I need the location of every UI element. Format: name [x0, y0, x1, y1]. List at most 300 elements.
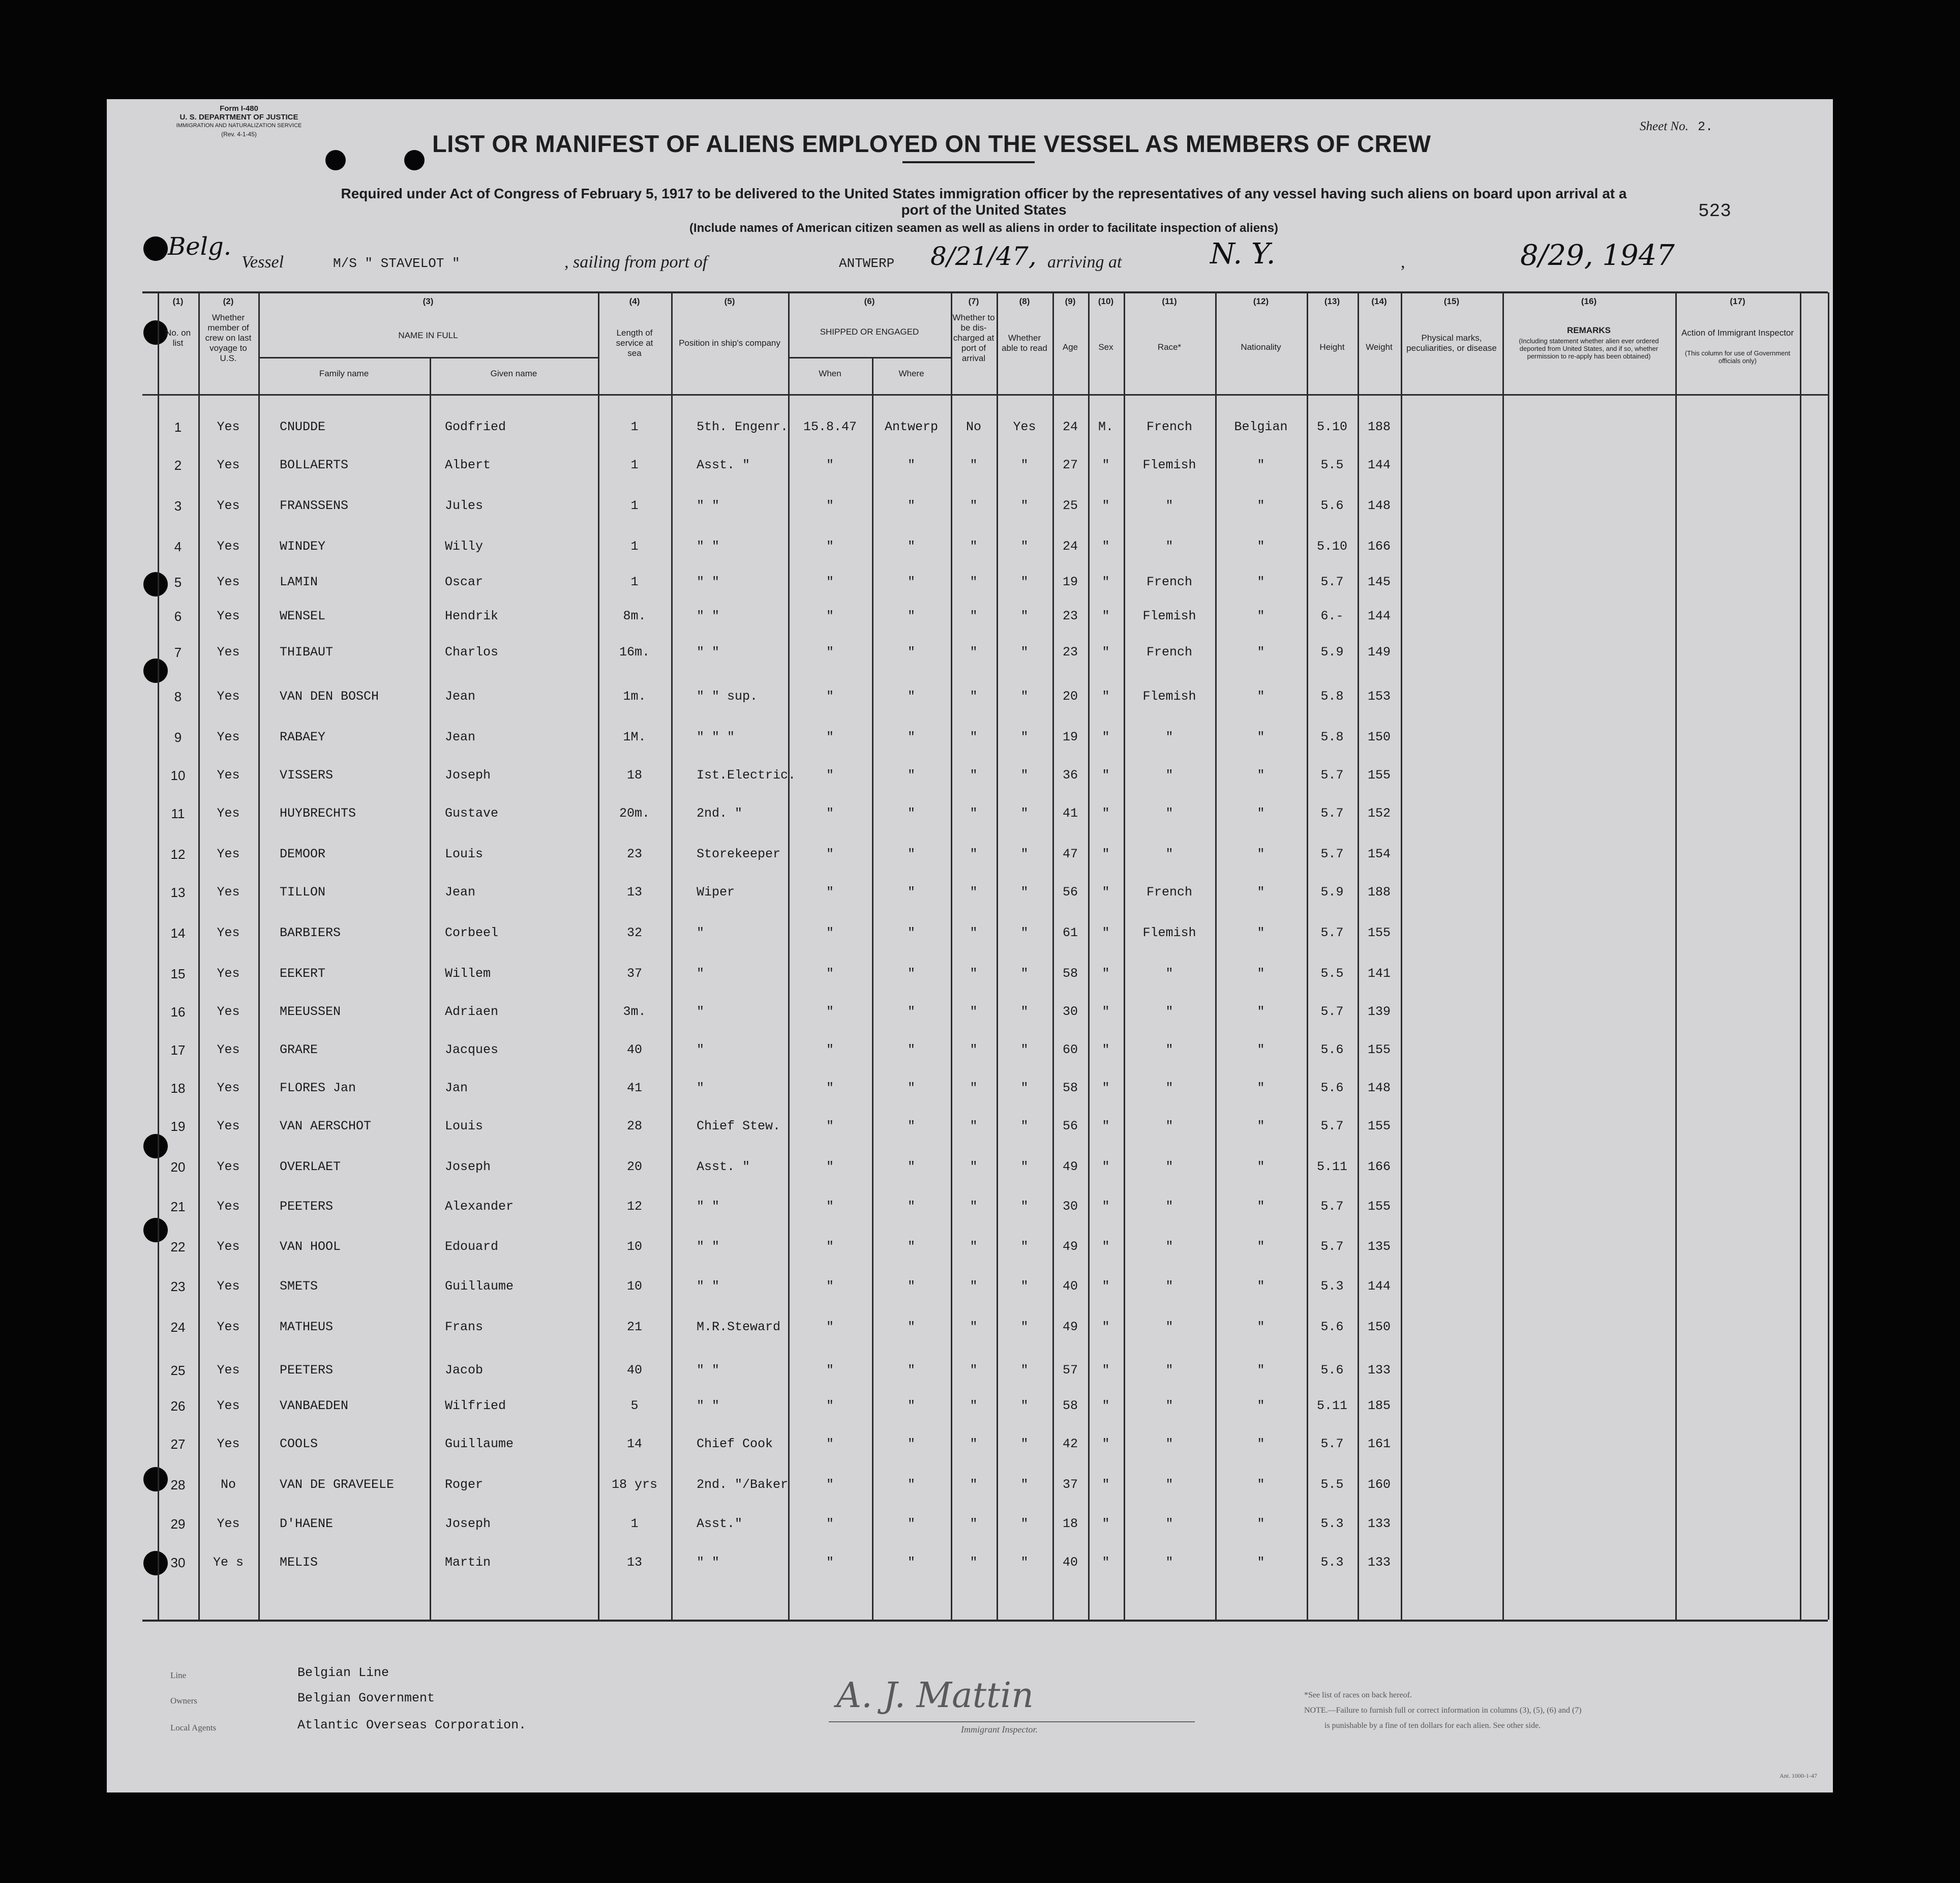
given-name-cell: Frans — [445, 1320, 484, 1334]
service-cell: 41 — [626, 1081, 642, 1095]
sex-cell: " — [1102, 1516, 1110, 1531]
sex-cell: " — [1102, 575, 1110, 589]
family-name-cell: SMETS — [280, 1279, 318, 1294]
shipped-where-cell: " — [907, 768, 915, 783]
sex-cell: " — [1102, 1199, 1110, 1214]
header-age: Age — [1062, 342, 1078, 352]
race-cell: " — [1165, 1159, 1173, 1174]
position-cell: " " — [697, 539, 720, 554]
weight-cell: 188 — [1367, 885, 1391, 900]
nationality-cell: " — [1257, 1437, 1265, 1451]
given-name-cell: Jacques — [445, 1042, 499, 1057]
age-cell: 30 — [1062, 1199, 1078, 1214]
weight-cell: 148 — [1367, 1081, 1391, 1095]
given-name-cell: Willem — [445, 966, 491, 981]
discharged-cell: " — [970, 1239, 978, 1254]
height-cell: 5.5 — [1320, 966, 1344, 981]
binder-hole — [325, 150, 346, 170]
shipped-where-cell: " — [907, 1119, 915, 1133]
nationality-cell: " — [1257, 575, 1265, 589]
able-to-read-cell: " — [1020, 966, 1029, 981]
shipped-when-cell: " — [826, 1320, 834, 1334]
service-cell: 13 — [626, 885, 642, 900]
weight-cell: 133 — [1367, 1516, 1391, 1531]
signature-line — [829, 1721, 1195, 1722]
nationality-cell: " — [1257, 1279, 1265, 1294]
able-to-read-cell: Yes — [1013, 420, 1036, 434]
family-name-cell: VANBAEDEN — [280, 1398, 349, 1413]
given-name-cell: Adriaen — [445, 1004, 499, 1019]
colnum-11: (11) — [1162, 296, 1177, 306]
header-given-name: Given name — [490, 369, 537, 378]
service-cell: 20 — [626, 1159, 642, 1174]
given-name-cell: Hendrik — [445, 609, 499, 623]
discharged-cell: " — [970, 1437, 978, 1451]
discharged-cell: " — [970, 925, 978, 940]
prev-voyage-cell: Yes — [217, 1004, 240, 1019]
service-cell: 18 — [626, 768, 642, 783]
age-cell: 49 — [1062, 1239, 1078, 1254]
nationality-cell: " — [1257, 885, 1265, 900]
weight-cell: 188 — [1367, 420, 1391, 434]
shipped-where-cell: " — [907, 885, 915, 900]
form-revision: (Rev. 4-1-45) — [221, 131, 257, 138]
prev-voyage-cell: Yes — [217, 730, 240, 744]
sex-cell: " — [1102, 1555, 1110, 1570]
colnum-8: (8) — [1019, 296, 1030, 306]
prev-voyage-cell: Yes — [217, 847, 240, 861]
shipped-where-cell: " — [907, 498, 915, 513]
position-cell: 5th. Engenr. — [697, 420, 789, 434]
family-name-cell: BOLLAERTS — [280, 458, 349, 472]
colnum-1: (1) — [172, 296, 184, 306]
nationality-cell: " — [1257, 1239, 1265, 1254]
weight-cell: 144 — [1367, 609, 1391, 623]
shipped-when-cell: " — [826, 539, 834, 554]
shipped-when-cell: " — [826, 1004, 834, 1019]
nationality-cell: " — [1257, 806, 1265, 821]
given-name-cell: Roger — [445, 1477, 484, 1492]
form-code: Ant. 1000-1-47 — [1780, 1772, 1817, 1779]
table-row — [107, 599, 1833, 637]
colnum-13: (13) — [1324, 296, 1340, 306]
colnum-3: (3) — [423, 296, 434, 306]
given-name-cell: Jean — [445, 885, 476, 900]
given-name-cell: Joseph — [445, 1516, 491, 1531]
service-cell: 5 — [630, 1398, 639, 1413]
table-row — [107, 1353, 1833, 1391]
nationality-cell: " — [1257, 768, 1265, 783]
age-cell: 56 — [1062, 1119, 1078, 1133]
service-cell: 16m. — [619, 645, 650, 660]
height-cell: 5.5 — [1320, 458, 1344, 472]
discharged-cell: " — [970, 1081, 978, 1095]
shipped-subheader-rule — [788, 357, 951, 358]
family-name-cell: VAN DE GRAVEELE — [280, 1477, 395, 1492]
sex-cell: " — [1102, 645, 1110, 660]
position-cell: Storekeeper — [697, 847, 781, 861]
service-cell: 1 — [630, 575, 639, 589]
shipped-when-cell: " — [826, 1159, 834, 1174]
able-to-read-cell: " — [1020, 1159, 1029, 1174]
position-cell: Chief Stew. — [697, 1119, 781, 1133]
shipped-when-cell: " — [826, 1437, 834, 1451]
age-cell: 18 — [1062, 1516, 1078, 1531]
shipped-when-cell: " — [826, 1477, 834, 1492]
race-cell: " — [1165, 1119, 1173, 1133]
family-name-cell: PEETERS — [280, 1363, 334, 1378]
shipped-where-cell: " — [907, 806, 915, 821]
row-number: 17 — [170, 1042, 186, 1058]
nationality-cell: Belgian — [1234, 420, 1288, 434]
position-cell: 2nd. "/Baker — [697, 1477, 789, 1492]
row-number: 8 — [174, 689, 182, 704]
race-cell: " — [1165, 1516, 1173, 1531]
height-cell: 5.11 — [1316, 1159, 1347, 1174]
height-cell: 5.7 — [1320, 1437, 1344, 1451]
height-cell: 5.3 — [1320, 1516, 1344, 1531]
table-row — [107, 994, 1833, 1033]
height-cell: 5.7 — [1320, 1199, 1344, 1214]
discharged-cell: " — [970, 1042, 978, 1057]
family-name-cell: MELIS — [280, 1555, 318, 1570]
given-name-cell: Gustave — [445, 806, 499, 821]
family-name-cell: GRARE — [280, 1042, 318, 1057]
age-cell: 57 — [1062, 1363, 1078, 1378]
position-cell: Ist.Electric. — [697, 768, 796, 783]
vessel-comma: , — [1401, 253, 1405, 272]
weight-cell: 155 — [1367, 1119, 1391, 1133]
able-to-read-cell: " — [1020, 1042, 1029, 1057]
family-name-cell: PEETERS — [280, 1199, 334, 1214]
service-cell: 3m. — [623, 1004, 646, 1019]
age-cell: 40 — [1062, 1279, 1078, 1294]
family-name-cell: LAMIN — [280, 575, 318, 589]
header-family-name: Family name — [319, 369, 369, 378]
owners-value: Belgian Government — [297, 1691, 435, 1706]
row-number: 14 — [170, 925, 186, 941]
race-cell: " — [1165, 1398, 1173, 1413]
race-cell: " — [1165, 1320, 1173, 1334]
races-note: *See list of races on back hereof. — [1304, 1691, 1412, 1699]
prev-voyage-cell: Yes — [217, 498, 240, 513]
given-name-cell: Alexander — [445, 1199, 514, 1214]
position-cell: " " — [697, 498, 720, 513]
prev-voyage-cell: Yes — [217, 1159, 240, 1174]
able-to-read-cell: " — [1020, 1555, 1029, 1570]
sex-cell: " — [1102, 1279, 1110, 1294]
height-cell: 5.7 — [1320, 1239, 1344, 1254]
height-cell: 5.7 — [1320, 806, 1344, 821]
weight-cell: 166 — [1367, 539, 1391, 554]
service-cell: 8m. — [623, 609, 646, 623]
given-name-cell: Wilfried — [445, 1398, 506, 1413]
table-row — [107, 488, 1833, 527]
table-row — [107, 409, 1833, 448]
prev-voyage-cell: Yes — [217, 1239, 240, 1254]
shipped-where-cell: " — [907, 1159, 915, 1174]
shipped-when-cell: " — [826, 730, 834, 744]
shipped-where-cell: " — [907, 847, 915, 861]
height-cell: 5.7 — [1320, 768, 1344, 783]
title-underline — [902, 161, 1035, 163]
able-to-read-cell: " — [1020, 1477, 1029, 1492]
able-to-read-cell: " — [1020, 1199, 1029, 1214]
sex-cell: " — [1102, 1320, 1110, 1334]
row-number: 16 — [170, 1004, 186, 1020]
position-cell: " " sup. — [697, 689, 758, 704]
prev-voyage-cell: Yes — [217, 885, 240, 900]
arrival-date: 8/29, 1947 — [1520, 239, 1675, 272]
arriving-label: arriving at — [1047, 253, 1122, 272]
service-cell: 10 — [626, 1239, 642, 1254]
service-cell: 1 — [630, 458, 639, 472]
row-number: 26 — [170, 1398, 186, 1414]
race-cell: Flemish — [1142, 689, 1196, 704]
header-name-in-full: NAME IN FULL — [398, 331, 458, 340]
prev-voyage-cell: Yes — [217, 1199, 240, 1214]
discharged-cell: " — [970, 768, 978, 783]
position-cell: Chief Cook — [697, 1437, 773, 1451]
nationality-cell: " — [1257, 1320, 1265, 1334]
race-cell: " — [1165, 1363, 1173, 1378]
table-row — [107, 758, 1833, 796]
given-name-cell: Jean — [445, 689, 476, 704]
able-to-read-cell: " — [1020, 1363, 1029, 1378]
shipped-when-cell: " — [826, 609, 834, 623]
family-name-cell: COOLS — [280, 1437, 318, 1451]
weight-cell: 152 — [1367, 806, 1391, 821]
inspector-signature: A. J. Mattin — [836, 1676, 1034, 1716]
given-name-cell: Martin — [445, 1555, 491, 1570]
service-cell: 13 — [626, 1555, 642, 1570]
discharged-cell: " — [970, 539, 978, 554]
race-cell: " — [1165, 1004, 1173, 1019]
shipped-when-cell: " — [826, 847, 834, 861]
position-cell: " " — [697, 1199, 720, 1214]
able-to-read-cell: " — [1020, 806, 1029, 821]
discharged-cell: " — [970, 1477, 978, 1492]
race-cell: " — [1165, 730, 1173, 744]
given-name-cell: Charlos — [445, 645, 499, 660]
row-number: 6 — [174, 609, 182, 624]
service-cell: 40 — [626, 1363, 642, 1378]
weight-cell: 144 — [1367, 1279, 1391, 1294]
race-cell: French — [1146, 420, 1192, 434]
sheet-number — [1640, 119, 1713, 134]
race-cell: French — [1146, 645, 1192, 660]
age-cell: 24 — [1062, 539, 1078, 554]
departure-port: ANTWERP — [839, 256, 895, 271]
position-cell: " " — [697, 575, 720, 589]
given-name-cell: Willy — [445, 539, 484, 554]
manifest-sheet — [107, 99, 1833, 1792]
colnum-17: (17) — [1730, 296, 1745, 306]
shipped-when-cell: " — [826, 1239, 834, 1254]
table-row — [107, 1467, 1833, 1506]
penalty-note-cont: is punishable by a fine of ten dollars for each alien. See other side. — [1324, 1721, 1541, 1730]
service-cell: 1 — [630, 1516, 639, 1531]
prev-voyage-cell: Yes — [217, 1398, 240, 1413]
prev-voyage-cell: Yes — [217, 1320, 240, 1334]
table-row — [107, 564, 1833, 603]
race-cell: " — [1165, 1199, 1173, 1214]
sex-cell: " — [1102, 1159, 1110, 1174]
row-number: 19 — [170, 1119, 186, 1134]
nationality-cell: " — [1257, 847, 1265, 861]
position-cell: " " — [697, 1363, 720, 1378]
family-name-cell: FRANSSENS — [280, 498, 349, 513]
row-number: 27 — [170, 1437, 186, 1452]
shipped-where-cell: " — [907, 1516, 915, 1531]
height-cell: 5.11 — [1316, 1398, 1347, 1413]
shipped-where-cell: " — [907, 1398, 915, 1413]
height-cell: 5.10 — [1316, 420, 1347, 434]
nationality-cell: " — [1257, 1081, 1265, 1095]
prev-voyage-cell: Yes — [217, 539, 240, 554]
header-when: When — [819, 369, 841, 378]
service-cell: 18 yrs — [611, 1477, 657, 1492]
position-cell: " " — [697, 1398, 720, 1413]
shipped-when-cell: " — [826, 1398, 834, 1413]
header-length-of-service: Length of service at sea — [616, 328, 653, 358]
prev-voyage-cell: Yes — [217, 1119, 240, 1133]
shipped-where-cell: " — [907, 1555, 915, 1570]
shipped-where-cell: " — [907, 1477, 915, 1492]
able-to-read-cell: " — [1020, 1119, 1029, 1133]
inspector-label: Immigrant Inspector. — [961, 1724, 1038, 1735]
given-name-cell: Guillaume — [445, 1437, 514, 1451]
race-cell: " — [1165, 1042, 1173, 1057]
header-height: Height — [1319, 342, 1345, 352]
age-cell: 20 — [1062, 689, 1078, 704]
table-row — [107, 796, 1833, 834]
age-cell: 36 — [1062, 768, 1078, 783]
discharged-cell: " — [970, 1279, 978, 1294]
race-cell: " — [1165, 1477, 1173, 1492]
shipped-where-cell: " — [907, 1004, 915, 1019]
discharged-cell: " — [970, 966, 978, 981]
height-cell: 5.7 — [1320, 1119, 1344, 1133]
height-cell: 5.6 — [1320, 1320, 1344, 1334]
header-sex: Sex — [1098, 342, 1113, 352]
nationality-cell: " — [1257, 925, 1265, 940]
height-cell: 5.7 — [1320, 1004, 1344, 1019]
table-row — [107, 1149, 1833, 1188]
row-number: 9 — [174, 730, 182, 745]
table-row — [107, 1070, 1833, 1109]
table-row — [107, 1545, 1833, 1583]
row-number: 7 — [174, 645, 182, 660]
family-name-cell: OVERLAET — [280, 1159, 341, 1174]
weight-cell: 145 — [1367, 575, 1391, 589]
weight-cell: 155 — [1367, 1042, 1391, 1057]
row-number: 3 — [174, 498, 182, 514]
race-cell: " — [1165, 768, 1173, 783]
colnum-9: (9) — [1065, 296, 1076, 306]
able-to-read-cell: " — [1020, 847, 1029, 861]
header-race: Race* — [1157, 342, 1182, 352]
nationality-cell: " — [1257, 458, 1265, 472]
sex-cell: " — [1102, 1363, 1110, 1378]
prev-voyage-cell: Yes — [217, 966, 240, 981]
shipped-where-cell: " — [907, 1363, 915, 1378]
position-cell: " " — [697, 1279, 720, 1294]
service-cell: 1 — [630, 539, 639, 554]
weight-cell: 153 — [1367, 689, 1391, 704]
given-name-cell: Louis — [445, 1119, 484, 1133]
prev-voyage-cell: Yes — [217, 1516, 240, 1531]
able-to-read-cell: " — [1020, 768, 1029, 783]
height-cell: 6.- — [1320, 609, 1344, 623]
discharged-cell: " — [970, 498, 978, 513]
service-cell: 10 — [626, 1279, 642, 1294]
nationality-cell: " — [1257, 1363, 1265, 1378]
age-cell: 49 — [1062, 1320, 1078, 1334]
discharged-cell: " — [970, 645, 978, 660]
family-name-cell: CNUDDE — [280, 420, 326, 434]
shipped-where-cell: " — [907, 1199, 915, 1214]
shipped-where-cell: Antwerp — [884, 420, 939, 434]
sex-cell: " — [1102, 609, 1110, 623]
given-name-cell: Oscar — [445, 575, 484, 589]
able-to-read-cell: " — [1020, 1437, 1029, 1451]
table-row — [107, 447, 1833, 486]
position-cell: " — [697, 1004, 705, 1019]
row-number: 4 — [174, 539, 182, 554]
name-subheader-rule — [258, 357, 598, 358]
shipped-when-cell: " — [826, 1042, 834, 1057]
able-to-read-cell: " — [1020, 1320, 1029, 1334]
given-name-cell: Guillaume — [445, 1279, 514, 1294]
age-cell: 56 — [1062, 885, 1078, 900]
race-cell: " — [1165, 1239, 1173, 1254]
shipped-when-cell: " — [826, 768, 834, 783]
service-cell: 40 — [626, 1042, 642, 1057]
given-name-cell: Albert — [445, 458, 491, 472]
weight-cell: 141 — [1367, 966, 1391, 981]
header-nationality: Nationality — [1241, 342, 1281, 352]
discharged-cell: " — [970, 806, 978, 821]
nationality-cell: " — [1257, 1119, 1265, 1133]
shipped-where-cell: " — [907, 575, 915, 589]
family-name-cell: WINDEY — [280, 539, 326, 554]
prev-voyage-cell: Yes — [217, 1081, 240, 1095]
age-cell: 61 — [1062, 925, 1078, 940]
weight-cell: 133 — [1367, 1555, 1391, 1570]
able-to-read-cell: " — [1020, 925, 1029, 940]
sail-date: 8/21/47, — [930, 242, 1037, 271]
stamp-number: 523 — [1698, 201, 1731, 222]
age-cell: 58 — [1062, 1081, 1078, 1095]
sex-cell: " — [1102, 1437, 1110, 1451]
subtitle-line1: Required under Act of Congress of February 5, 1917 to be delivered to the United States immigration officer by the representatives of any vessel having such aliens on board upon arrival at a — [341, 186, 1627, 201]
row-number: 13 — [170, 885, 186, 900]
header-physical-marks: Physical marks, peculiarities, or disease — [1406, 333, 1497, 353]
age-cell: 58 — [1062, 966, 1078, 981]
weight-cell: 160 — [1367, 1477, 1391, 1492]
position-cell: Wiper — [697, 885, 735, 900]
shipped-where-cell: " — [907, 458, 915, 472]
nationality-cell: " — [1257, 498, 1265, 513]
nationality-cell: " — [1257, 730, 1265, 744]
row-number: 29 — [170, 1516, 186, 1532]
colnum-6: (6) — [864, 296, 875, 306]
family-name-cell: EEKERT — [280, 966, 326, 981]
position-cell: Asst. " — [697, 458, 750, 472]
given-name-cell: Jan — [445, 1081, 468, 1095]
family-name-cell: VAN AERSCHOT — [280, 1119, 372, 1133]
